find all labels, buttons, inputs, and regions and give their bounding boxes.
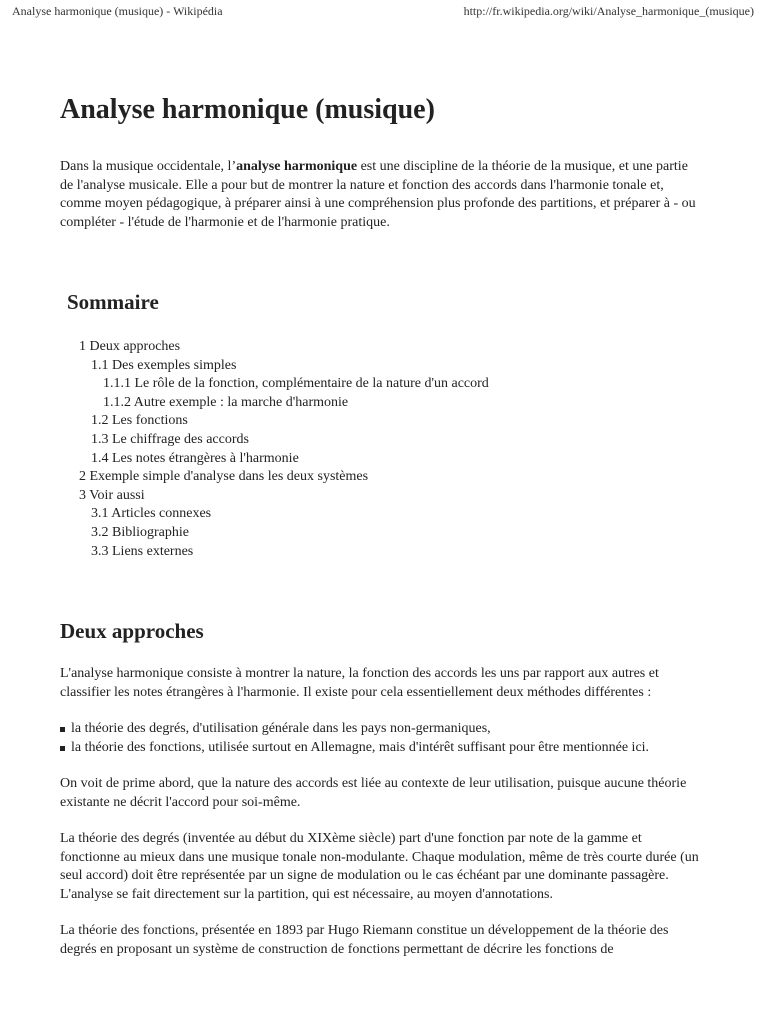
toc-link[interactable]: 3.2 Bibliographie: [91, 524, 189, 540]
toc-item-1-1-2: [67, 394, 700, 413]
section-paragraph-1: L'analyse harmonique consiste à montrer la nature, la fonction des accords les uns par rapport aux autres et classifier les notes étrangères à l'harmonie. Il existe pour cela essentiellement deux méthodes différentes :: [60, 666, 659, 700]
toc-link[interactable]: 3.3 Liens externes: [91, 543, 194, 559]
toc-link[interactable]: 1.3 Le chiffrage des accords: [91, 431, 249, 447]
toc-link[interactable]: 2 Exemple simple d'analyse dans les deux systèmes: [79, 469, 369, 485]
toc-item-2: [67, 468, 700, 487]
print-header-url: http://fr.wikipedia.org/wiki/Analyse_harmonique_(musique): [463, 4, 754, 18]
page-title: Analyse harmonique (musique): [60, 94, 435, 125]
toc-item-1-2: [67, 412, 700, 431]
toc-link[interactable]: 1.1.2 Autre exemple : la marche d'harmonie: [103, 394, 349, 410]
section-title-deux-approches: Deux approches: [60, 619, 204, 644]
toc-item-3-2: [67, 524, 700, 543]
intro-bold-term: analyse harmonique: [236, 159, 358, 174]
toc-item-1-1-1: [67, 375, 700, 394]
list-item: la théorie des fonctions, utilisée surtout en Allemagne, mais d'intérêt suffisant pour être mentionnée ici.: [60, 739, 700, 758]
toc-item-3: [67, 487, 700, 506]
section-paragraph-2: On voit de prime abord, que la nature des accords est liée au contexte de leur utilisation, puisque aucune théorie existante ne décrit l'accord pour soi-même.: [60, 776, 687, 810]
toc-link[interactable]: 1.4 Les notes étrangères à l'harmonie: [91, 450, 299, 466]
toc-item-3-3: [67, 543, 700, 562]
intro-text-before: Dans la musique occidentale, l’: [60, 159, 237, 174]
toc-title: Sommaire: [67, 290, 159, 314]
section-paragraph-4: La théorie des fonctions, présentée en 1893 par Hugo Riemann constitue un développement de la théorie des degrés en proposant un système de construction de fonctions permettant de décrire les fonctions de: [60, 923, 669, 957]
toc-item-1-1: [67, 357, 700, 376]
intro-paragraph: [60, 158, 700, 232]
table-of-contents: [67, 288, 700, 561]
approaches-list: [60, 720, 700, 757]
section-paragraph-3: La théorie des degrés (inventée au début du XIXème siècle) part d'une fonction par note de la gamme et fonctionne au mieux dans une musique tonale non-modulante. Chaque modulation, même de très courte durée (un seul accord) doit être représentée par un signe de modulation ou le cas échéant par une dominante passagère. L'analyse se fait directement sur la partition, qui est nécessaire, au moyen d'annotations.: [60, 831, 699, 902]
toc-item-1: [67, 338, 700, 357]
toc-link[interactable]: 1 Deux approches: [79, 339, 181, 354]
print-header: [12, 4, 754, 20]
toc-item-1-3: [67, 431, 700, 450]
toc-item-3-1: [67, 505, 700, 524]
list-item: la théorie des degrés, d'utilisation générale dans les pays non-germaniques,: [60, 720, 700, 739]
toc-link[interactable]: 3 Voir aussi: [79, 487, 145, 503]
toc-link[interactable]: 1.1 Des exemples simples: [91, 357, 237, 373]
toc-link[interactable]: 1.2 Les fonctions: [91, 413, 188, 429]
toc-link[interactable]: 3.1 Articles connexes: [91, 506, 212, 522]
toc-link[interactable]: 1.1.1 Le rôle de la fonction, complémentaire de la nature d'un accord: [103, 376, 489, 392]
toc-item-1-4: [67, 450, 700, 469]
toc-list: [67, 338, 700, 561]
print-header-title: Analyse harmonique (musique) - Wikipédia: [12, 4, 223, 18]
intro-text-after: est une discipline de la théorie de la musique, et une partie de l'analyse musicale. Elle a pour but de montrer la nature et fonction des accords dans l'harmonie tonale et, comme moyen pédagogique, à préparer ainsi à une compréhension plus profonde des partitions, et préparer à - ou compléter - l'étude de l'harmonie et de l'harmonie pratique.: [60, 159, 696, 230]
article-content: [60, 90, 700, 977]
